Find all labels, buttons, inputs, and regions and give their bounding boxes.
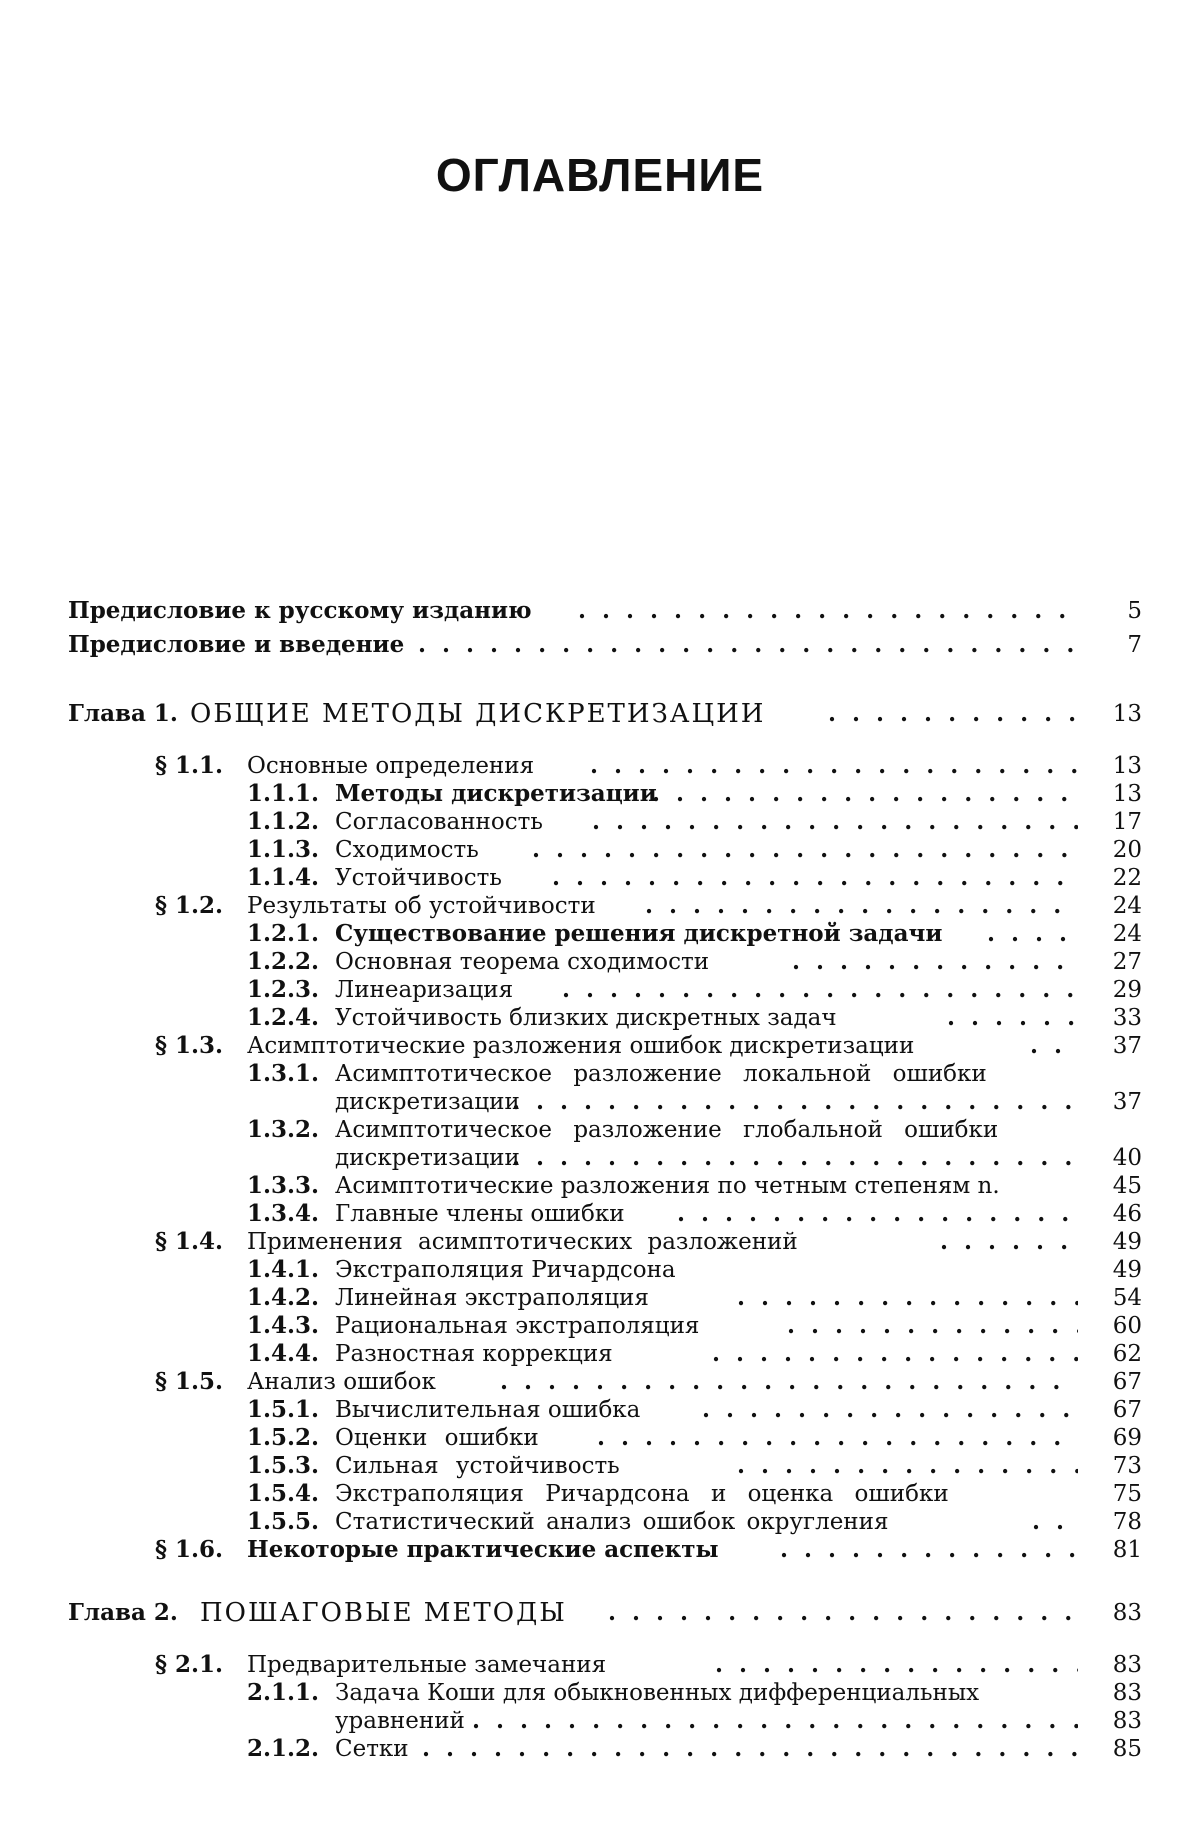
leader-dots: . . . . . . . . . . . . . . . . . (677, 1200, 1078, 1228)
page-number: 27 (1100, 948, 1142, 976)
subsection-number: 1.3.2. (247, 1116, 319, 1144)
subsection-title: Вычислительная ошибка (335, 1396, 640, 1424)
toc-subsection-1-4-3[interactable] (247, 1312, 1142, 1340)
page-number: 75 (1100, 1480, 1142, 1508)
toc-subsection-1-5-2[interactable] (247, 1424, 1142, 1452)
subsection-title: Асимптотические разложения по четным степеням n. (335, 1172, 1000, 1200)
subsection-title: Основная теорема сходимости (335, 948, 709, 976)
subsection-number: 1.4.1. (247, 1256, 319, 1284)
toc-subsection-1-3-1-cont[interactable] (247, 1088, 1142, 1116)
subsection-title: Задача Коши для обыкновенных дифференциальных (335, 1679, 979, 1707)
page-title: ОГЛАВЛЕНИЕ (0, 148, 1200, 202)
subsection-number: 1.2.4. (247, 1004, 319, 1032)
leader-dots: . . . . . . . . . . . . . . . . . . . . . . . (532, 836, 1078, 864)
section-title: Некоторые практические аспекты (247, 1536, 719, 1564)
toc-subsection-1-1-1[interactable] (247, 780, 1142, 808)
page-number: 49 (1100, 1228, 1142, 1256)
leader-dots: . . . . . . . . . . . . . . . . . . . . (608, 1596, 1078, 1630)
subsection-title: Сетки (335, 1735, 409, 1763)
page-number: 60 (1100, 1312, 1142, 1340)
page-number: 20 (1100, 836, 1142, 864)
subsection-number: 1.1.2. (247, 808, 319, 836)
page-number: 83 (1100, 1679, 1142, 1707)
page-number: 67 (1100, 1368, 1142, 1396)
page-number: 5 (1100, 597, 1142, 625)
toc-subsection-1-5-3[interactable] (247, 1452, 1142, 1480)
toc-subsection-1-3-1[interactable] (247, 1060, 1142, 1088)
subsection-title: Устойчивость близких дискретных задач (335, 1004, 837, 1032)
page-number: 83 (1100, 1651, 1142, 1679)
subsection-number: 1.5.3. (247, 1452, 319, 1480)
toc-chapter-1[interactable] (68, 697, 1142, 731)
toc-subsection-1-2-1[interactable] (247, 920, 1142, 948)
section-number: § 2.1. (155, 1651, 223, 1679)
page-number: 33 (1100, 1004, 1142, 1032)
subsection-number: 2.1.1. (247, 1679, 319, 1707)
chapter-title: ПОШАГОВЫЕ МЕТОДЫ (200, 1596, 567, 1630)
subsection-number: 1.3.4. (247, 1200, 319, 1228)
subsection-title-continued: дискретизации (335, 1088, 520, 1116)
toc-subsection-1-1-3[interactable] (247, 836, 1142, 864)
subsection-title: Оценки ошибки (335, 1424, 539, 1452)
leader-dots: . . . . . . . . . . . . (787, 1312, 1078, 1340)
subsection-number: 1.2.2. (247, 948, 319, 976)
section-title: Применения асимптотических разложений (247, 1228, 798, 1256)
page-number: 13 (1100, 752, 1142, 780)
subsection-title: Статистический анализ ошибок округления (335, 1508, 888, 1536)
toc-subsection-1-1-4[interactable] (247, 864, 1142, 892)
leader-dots: . . . . . . (947, 1004, 1078, 1032)
page-number: 46 (1100, 1200, 1142, 1228)
leader-dots: . . . . . . . . . . . . (780, 1536, 1078, 1564)
chapter-number: Глава 2. (68, 1596, 178, 1630)
section-title: Асимптотические разложения ошибок дискретизации (247, 1032, 914, 1060)
page-number: 29 (1100, 976, 1142, 1004)
section-title: Основные определения (247, 752, 534, 780)
section-number: § 1.3. (155, 1032, 223, 1060)
toc-subsection-1-3-4[interactable] (247, 1200, 1142, 1228)
leader-dots: . . . . . . . . . . . . . . . . . . . . . . . . (512, 1088, 1078, 1116)
toc-subsection-1-4-4[interactable] (247, 1340, 1142, 1368)
toc-subsection-1-1-2[interactable] (247, 808, 1142, 836)
subsection-number: 1.5.1. (247, 1396, 319, 1424)
page-number: 67 (1100, 1396, 1142, 1424)
section-title: Предварительные замечания (247, 1651, 606, 1679)
page-number: 24 (1100, 920, 1142, 948)
subsection-number: 1.2.1. (247, 920, 319, 948)
toc-section-1-5[interactable] (155, 1368, 1142, 1396)
page-number: 13 (1100, 697, 1142, 731)
toc-subsection-1-3-3[interactable] (247, 1172, 1142, 1200)
section-number: § 1.4. (155, 1228, 223, 1256)
leader-dots: . . . . . . . . . . . . . . . . . . . . (592, 808, 1078, 836)
page-number: 24 (1100, 892, 1142, 920)
subsection-title: Линейная экстраполяция (335, 1284, 649, 1312)
page-number: 62 (1100, 1340, 1142, 1368)
toc-subsection-1-2-3[interactable] (247, 976, 1142, 1004)
toc-section-1-4[interactable] (155, 1228, 1142, 1256)
toc-subsection-1-2-4[interactable] (247, 1004, 1142, 1032)
leader-dots: . . . . . . . . . . . . . . . . . . . . (590, 752, 1078, 780)
section-number: § 1.5. (155, 1368, 223, 1396)
page-number: 37 (1100, 1032, 1142, 1060)
subsection-number: 2.1.2. (247, 1735, 319, 1763)
leader-dots: . . . . . . . . . . . . . . . . . . . . . . . . . . . . (418, 631, 1078, 659)
page-number: 85 (1100, 1735, 1142, 1763)
subsection-title-continued: уравнений (335, 1707, 465, 1735)
subsection-title: Линеаризация (335, 976, 513, 1004)
subsection-title: Устойчивость (335, 864, 502, 892)
page-number: 78 (1100, 1508, 1142, 1536)
section-title: Результаты об устойчивости (247, 892, 596, 920)
entry-title: Предисловие к русскому изданию (68, 597, 532, 625)
subsection-title: Главные члены ошибки (335, 1200, 625, 1228)
leader-dots: . . . . . . . . . . (828, 697, 1078, 731)
leader-dots: . . . . . . . . . . . . . . . (715, 1651, 1078, 1679)
toc-section-1-2[interactable] (155, 892, 1142, 920)
leader-dots: . . . . . . . . . . . . . . . (712, 1340, 1078, 1368)
leader-dots: . . . . (987, 920, 1078, 948)
toc-subsection-1-3-2-cont[interactable] (247, 1144, 1142, 1172)
page-number: 81 (1100, 1536, 1142, 1564)
section-number: § 1.6. (155, 1536, 223, 1564)
subsection-title: Асимптотическое разложение глобальной ошибки (335, 1116, 998, 1144)
toc-section-1-3[interactable] (155, 1032, 1142, 1060)
subsection-number: 1.1.4. (247, 864, 319, 892)
leader-dots: . . . . . . . . . . . . . . . . . . . . . . . . (500, 1368, 1078, 1396)
section-number: § 1.1. (155, 752, 223, 780)
page-number: 37 (1100, 1088, 1142, 1116)
page-number: 83 (1100, 1596, 1142, 1630)
leader-dots: . . . . . . . . . . . . (792, 948, 1078, 976)
leader-dots: . . . . . . . . . . . . . . . . . . . . (597, 1424, 1078, 1452)
toc-chapter-2[interactable] (68, 1596, 1142, 1630)
leader-dots: . . . . . . (940, 1228, 1078, 1256)
toc-subsection-1-5-5[interactable] (247, 1508, 1142, 1536)
toc-entry-preface-russian[interactable] (68, 597, 1142, 625)
subsection-number: 1.4.2. (247, 1284, 319, 1312)
leader-dots: . . . . . . . . . . . . . . . . . . . . . . . . . . . (422, 1735, 1078, 1763)
toc-subsection-2-1-1-cont[interactable] (247, 1707, 1142, 1735)
subsection-number: 1.3.3. (247, 1172, 319, 1200)
toc-entry-preface-intro[interactable] (68, 631, 1142, 659)
page-number: 17 (1100, 808, 1142, 836)
section-number: § 1.2. (155, 892, 223, 920)
subsection-title: Сходимость (335, 836, 479, 864)
page-number: 83 (1100, 1707, 1142, 1735)
subsection-title: Экстраполяция Ричардсона (335, 1256, 676, 1284)
subsection-number: 1.5.4. (247, 1480, 319, 1508)
subsection-title: Существование решения дискретной задачи (335, 920, 942, 948)
chapter-title: ОБЩИЕ МЕТОДЫ ДИСКРЕТИЗАЦИИ (190, 697, 765, 731)
subsection-title: Сильная устойчивость (335, 1452, 620, 1480)
toc-section-2-1[interactable] (155, 1651, 1142, 1679)
toc-section-1-6[interactable] (155, 1536, 1142, 1564)
subsection-number: 1.4.4. (247, 1340, 319, 1368)
leader-dots: . . . . . . . . . . . . . . . . . . . . . . (562, 976, 1078, 1004)
subsection-title: Разностная коррекция (335, 1340, 613, 1368)
subsection-number: 1.3.1. (247, 1060, 319, 1088)
subsection-number: 1.5.5. (247, 1508, 319, 1536)
toc-subsection-2-1-2[interactable] (247, 1735, 1142, 1763)
section-title: Анализ ошибок (247, 1368, 436, 1396)
entry-title: Предисловие и введение (68, 631, 404, 659)
page-number: 54 (1100, 1284, 1142, 1312)
leader-dots: . . (1030, 1032, 1078, 1060)
subsection-title: Асимптотическое разложение локальной ошибки (335, 1060, 987, 1088)
subsection-title: Методы дискретизации (335, 780, 657, 808)
subsection-title: Согласованность (335, 808, 543, 836)
leader-dots: . . . . . . . . . . . . . . (737, 1452, 1078, 1480)
toc-subsection-1-5-1[interactable] (247, 1396, 1142, 1424)
toc-subsection-1-3-2[interactable] (247, 1116, 1142, 1144)
leader-dots: . . . . . . . . . . . . . . . . (702, 1396, 1078, 1424)
toc-subsection-1-5-4[interactable] (247, 1480, 1142, 1508)
page-number: 13 (1100, 780, 1142, 808)
page-number: 40 (1100, 1144, 1142, 1172)
toc-section-1-1[interactable] (155, 752, 1142, 780)
chapter-number: Глава 1. (68, 697, 178, 731)
subsection-number: 1.4.3. (247, 1312, 319, 1340)
page-number: 22 (1100, 864, 1142, 892)
toc-subsection-1-2-2[interactable] (247, 948, 1142, 976)
page-number: 45 (1100, 1172, 1142, 1200)
subsection-number: 1.5.2. (247, 1424, 319, 1452)
subsection-number: 1.1.1. (247, 780, 319, 808)
subsection-title: Экстраполяция Ричардсона и оценка ошибки (335, 1480, 949, 1508)
toc-subsection-2-1-1[interactable] (247, 1679, 1142, 1707)
subsection-number: 1.1.3. (247, 836, 319, 864)
toc-subsection-1-4-2[interactable] (247, 1284, 1142, 1312)
toc-subsection-1-4-1[interactable] (247, 1256, 1142, 1284)
leader-dots: . . . . . . . . . . . . . . . . . . . . . . . . . (472, 1707, 1078, 1735)
page-number: 7 (1100, 631, 1142, 659)
leader-dots: . . . . . . . . . . . . . . . . . . . . . . (552, 864, 1078, 892)
leader-dots: . . . . . . . . . . . . . . . . . . . . . (578, 597, 1078, 625)
subsection-number: 1.2.3. (247, 976, 319, 1004)
page-number: 49 (1100, 1256, 1142, 1284)
leader-dots: . . (1032, 1508, 1078, 1536)
leader-dots: . . . . . . . . . . . . . . . . . . . . . . . . (512, 1144, 1078, 1172)
leader-dots: . . . . . . . . . . . . . . . . . . (652, 780, 1078, 808)
page-number: 69 (1100, 1424, 1142, 1452)
leader-dots: . . . . . . . . . . . . . . . . . . (645, 892, 1078, 920)
subsection-title-continued: дискретизации (335, 1144, 520, 1172)
subsection-title: Рациональная экстраполяция (335, 1312, 699, 1340)
page-number: 73 (1100, 1452, 1142, 1480)
leader-dots: . . . . . . . . . . . . . . (737, 1284, 1078, 1312)
